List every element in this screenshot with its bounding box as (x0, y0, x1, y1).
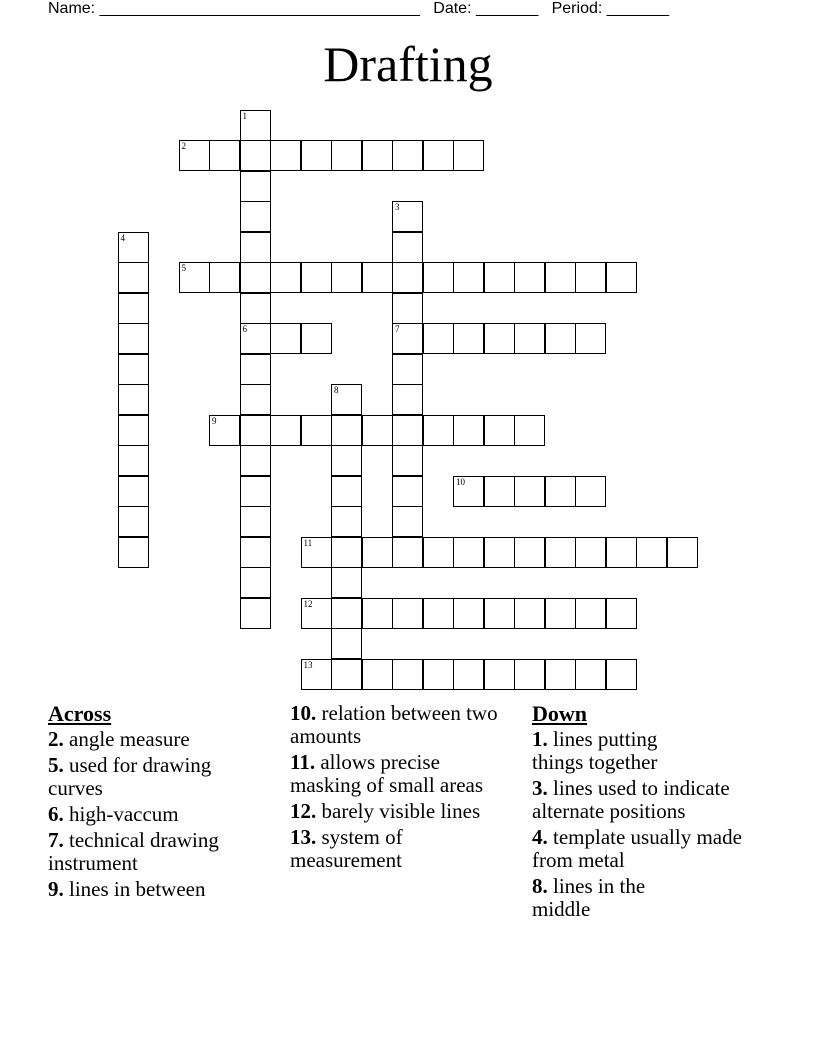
grid-cell[interactable] (118, 354, 149, 385)
grid-cell[interactable] (331, 598, 362, 629)
grid-cell[interactable] (636, 537, 667, 568)
clue-number-label: 11 (303, 537, 313, 548)
grid-cell[interactable] (453, 262, 484, 293)
grid-cell[interactable] (331, 659, 362, 690)
grid-cell[interactable] (118, 232, 149, 263)
grid-cell[interactable] (514, 476, 545, 507)
grid-cell[interactable] (331, 384, 362, 415)
clue-number-label: 13 (303, 659, 313, 670)
grid-cell[interactable] (392, 232, 423, 263)
grid-cell[interactable] (423, 537, 454, 568)
clue-number-label: 3 (395, 202, 400, 212)
grid-cell[interactable] (545, 262, 576, 293)
date-field[interactable]: _______ (475, 0, 539, 17)
grid-cell[interactable] (392, 384, 423, 415)
grid-cell[interactable] (270, 262, 301, 293)
grid-cell[interactable] (118, 323, 149, 354)
grid-cell[interactable] (118, 384, 149, 415)
clue-down-4: 4. template usually made from metal (532, 825, 742, 872)
grid-cell[interactable] (209, 140, 240, 171)
grid-cell[interactable] (484, 659, 515, 690)
across-heading: Across (48, 701, 112, 726)
grid-cell[interactable] (484, 262, 515, 293)
clue-across-13: 13. system of measurement (290, 825, 403, 872)
grid-cell[interactable] (484, 323, 515, 354)
grid-cell[interactable] (606, 598, 637, 629)
grid-cell[interactable] (423, 598, 454, 629)
grid-cell[interactable] (331, 415, 362, 446)
grid-cell[interactable] (453, 140, 484, 171)
grid-cell[interactable] (209, 415, 240, 446)
grid-cell[interactable] (240, 384, 271, 415)
clue-number-label: 1 (242, 110, 247, 121)
period-field[interactable]: _______ (606, 0, 670, 17)
grid-cell[interactable] (240, 171, 271, 202)
grid-cell[interactable] (484, 476, 515, 507)
grid-cell[interactable] (392, 537, 423, 568)
clue-across-9: 9. lines in between (48, 877, 206, 901)
grid-cell[interactable] (575, 262, 606, 293)
grid-cell[interactable] (179, 140, 210, 171)
across-clues-column-2 (290, 702, 525, 875)
grid-cell[interactable] (240, 567, 271, 598)
grid-cell[interactable] (575, 598, 606, 629)
grid-cell[interactable] (331, 537, 362, 568)
name-label: Name: (48, 0, 96, 17)
grid-cell[interactable] (575, 476, 606, 507)
grid-cell[interactable] (301, 659, 332, 690)
grid-cell[interactable] (240, 598, 271, 629)
grid-cell[interactable] (606, 537, 637, 568)
grid-cell[interactable] (423, 323, 454, 354)
clue-number-label: 7 (395, 324, 400, 334)
grid-cell[interactable] (118, 506, 149, 537)
grid-cell[interactable] (331, 262, 362, 293)
grid-cell[interactable] (240, 506, 271, 537)
grid-cell[interactable] (392, 445, 423, 476)
grid-cell[interactable] (362, 415, 393, 446)
period-label: Period: (551, 0, 603, 17)
grid-cell[interactable] (392, 262, 423, 293)
grid-cell[interactable] (118, 476, 149, 507)
grid-cell[interactable] (179, 262, 210, 293)
grid-cell[interactable] (423, 140, 454, 171)
grid-cell[interactable] (484, 598, 515, 629)
grid-cell[interactable] (118, 293, 149, 324)
grid-cell[interactable] (270, 415, 301, 446)
grid-cell[interactable] (362, 537, 393, 568)
grid-cell[interactable] (362, 140, 393, 171)
grid-cell[interactable] (331, 628, 362, 659)
puzzle-title: Drafting (323, 36, 493, 92)
clue-number-label: 2 (181, 141, 186, 151)
grid-cell[interactable] (392, 201, 423, 232)
grid-cell[interactable] (331, 445, 362, 476)
grid-cell[interactable] (545, 476, 576, 507)
grid-cell[interactable] (270, 140, 301, 171)
clue-number-label: 9 (212, 415, 217, 426)
grid-cell[interactable] (392, 293, 423, 324)
grid-cell[interactable] (667, 537, 698, 568)
grid-cell[interactable] (453, 659, 484, 690)
grid-cell[interactable] (484, 415, 515, 446)
grid-cell[interactable] (301, 140, 332, 171)
grid-cell[interactable] (331, 140, 362, 171)
across-clues-column-1 (48, 702, 278, 904)
grid-cell[interactable] (453, 415, 484, 446)
clue-down-3: 3. lines used to indicate alternate positions (532, 776, 730, 823)
name-field[interactable]: ____________________________________ (99, 0, 420, 17)
grid-cell[interactable] (514, 659, 545, 690)
clue-across-12: 12. barely visible lines (290, 799, 481, 823)
grid-cell[interactable] (331, 506, 362, 537)
grid-cell[interactable] (331, 567, 362, 598)
grid-cell[interactable] (331, 476, 362, 507)
grid-cell[interactable] (240, 415, 271, 446)
grid-cell[interactable] (575, 537, 606, 568)
clue-number-label: 6 (242, 324, 247, 334)
grid-cell[interactable] (240, 262, 271, 293)
grid-cell[interactable] (240, 445, 271, 476)
grid-cell[interactable] (392, 140, 423, 171)
clue-across-7: 7. technical drawing instrument (48, 828, 219, 875)
grid-cell[interactable] (118, 415, 149, 446)
clue-number-label: 8 (334, 385, 339, 395)
grid-cell[interactable] (392, 476, 423, 507)
grid-cell[interactable] (423, 262, 454, 293)
grid-cell[interactable] (606, 659, 637, 690)
grid-cell[interactable] (240, 140, 271, 171)
grid-cell[interactable] (514, 537, 545, 568)
grid-cell[interactable] (118, 445, 149, 476)
grid-cell[interactable] (301, 598, 332, 629)
grid-cell[interactable] (484, 537, 515, 568)
clue-across-10: 10. relation between two amounts (290, 701, 498, 748)
grid-cell[interactable] (362, 262, 393, 293)
clue-number-label: 4 (120, 232, 125, 243)
grid-cell[interactable] (240, 537, 271, 568)
grid-cell[interactable] (514, 415, 545, 446)
grid-cell[interactable] (423, 415, 454, 446)
grid-cell[interactable] (453, 323, 484, 354)
grid-cell[interactable] (392, 598, 423, 629)
grid-cell[interactable] (514, 323, 545, 354)
grid-cell[interactable] (240, 323, 271, 354)
clue-number-label: 12 (303, 598, 313, 609)
clue-across-5: 5. used for drawing curves (48, 753, 212, 800)
grid-cell[interactable] (209, 262, 240, 293)
date-label: Date: (433, 0, 472, 17)
grid-cell[interactable] (392, 323, 423, 354)
grid-cell[interactable] (240, 293, 271, 324)
clue-number-label: 10 (456, 476, 465, 487)
grid-cell[interactable] (545, 323, 576, 354)
grid-cell[interactable] (453, 537, 484, 568)
grid-cell[interactable] (240, 476, 271, 507)
grid-cell[interactable] (545, 598, 576, 629)
grid-cell[interactable] (392, 506, 423, 537)
grid-cell[interactable] (423, 659, 454, 690)
grid-cell[interactable] (240, 354, 271, 385)
grid-cell[interactable] (545, 659, 576, 690)
clue-across-6: 6. high-vaccum (48, 802, 179, 826)
grid-cell[interactable] (240, 110, 271, 141)
grid-cell[interactable] (392, 659, 423, 690)
grid-cell[interactable] (118, 262, 149, 293)
grid-cell[interactable] (118, 537, 149, 568)
grid-cell[interactable] (453, 598, 484, 629)
grid-cell[interactable] (240, 232, 271, 263)
grid-cell[interactable] (362, 598, 393, 629)
down-clues-column (532, 702, 747, 924)
grid-cell[interactable] (240, 201, 271, 232)
grid-cell[interactable] (575, 659, 606, 690)
grid-cell[interactable] (545, 537, 576, 568)
clue-across-11: 11. allows precise masking of small areas (290, 750, 484, 797)
clue-down-8: 8. lines in the middle (532, 874, 646, 921)
clue-across-2: 2. angle measure (48, 727, 190, 751)
clue-down-1: 1. lines putting things together (532, 727, 658, 774)
grid-cell[interactable] (301, 537, 332, 568)
grid-cell[interactable] (301, 262, 332, 293)
grid-cell[interactable] (514, 262, 545, 293)
grid-cell[interactable] (453, 476, 484, 507)
grid-cell[interactable] (301, 415, 332, 446)
grid-cell[interactable] (606, 262, 637, 293)
down-heading: Down (532, 701, 588, 726)
grid-cell[interactable] (392, 415, 423, 446)
grid-cell[interactable] (270, 323, 301, 354)
grid-cell[interactable] (301, 323, 332, 354)
grid-cell[interactable] (514, 598, 545, 629)
grid-cell[interactable] (362, 659, 393, 690)
grid-cell[interactable] (575, 323, 606, 354)
grid-cell[interactable] (392, 354, 423, 385)
clue-number-label: 5 (181, 263, 186, 273)
